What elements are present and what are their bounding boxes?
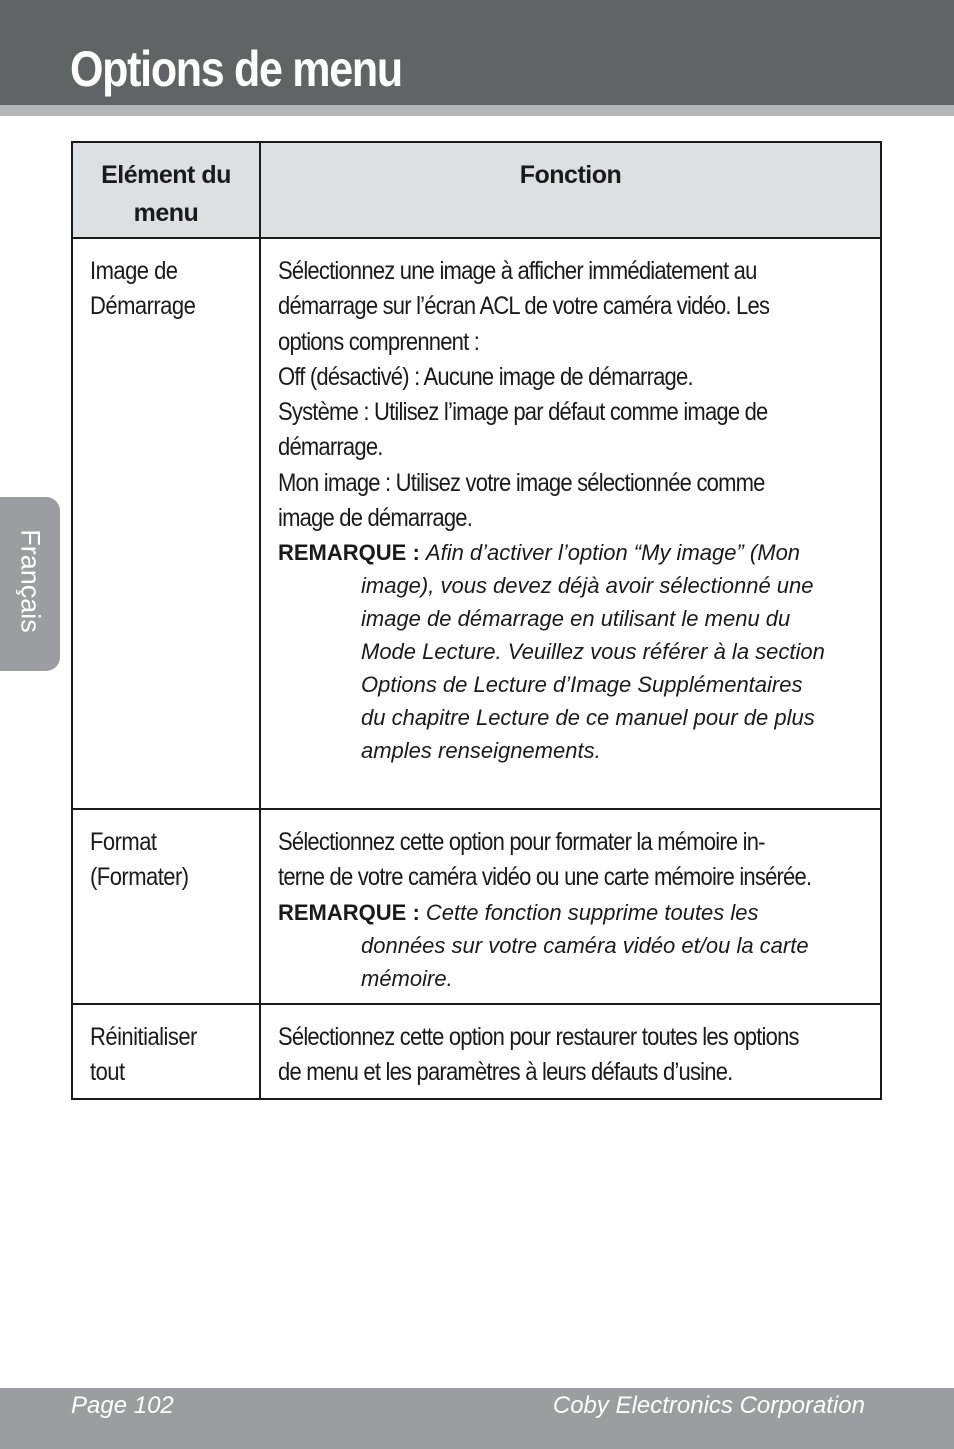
note-heading xyxy=(278,536,866,569)
function-cell xyxy=(260,1004,881,1099)
menu-item-text: tout xyxy=(90,1058,125,1086)
function-text: image de démarrage. xyxy=(278,504,473,533)
note-text: amples renseignements. xyxy=(361,738,601,764)
function-text: Mon image : Utilisez votre image sélectionnée comme xyxy=(278,468,765,497)
function-cell xyxy=(260,809,881,1004)
company-name: Coby Electronics Corporation xyxy=(552,1392,865,1419)
language-side-tab xyxy=(0,497,60,671)
note-label: REMARQUE : xyxy=(278,540,420,566)
menu-item-text: Démarrage xyxy=(90,292,196,320)
menu-item-cell xyxy=(72,809,260,1004)
function-text: Sélectionnez une image à afficher immédiatement au xyxy=(278,257,757,285)
note-text: Mode Lecture. Veuillez vous référer à la section xyxy=(361,639,825,665)
menu-options-table xyxy=(71,141,882,1100)
column-header-item xyxy=(72,142,260,238)
table-row xyxy=(72,1004,881,1099)
function-text: options comprennent : xyxy=(278,327,480,356)
note-text: du chapitre Lecture de ce manuel pour de plus xyxy=(361,705,815,731)
page-number: Page 102 xyxy=(71,1392,174,1419)
menu-item-cell xyxy=(72,1004,260,1099)
header-rule xyxy=(0,105,954,116)
function-text: de menu et les paramètres à leurs défauts d’usine. xyxy=(278,1058,733,1087)
note-label: REMARQUE : xyxy=(278,899,420,925)
note-heading xyxy=(278,896,866,929)
note-text: Options de Lecture d’Image Supplémentaires xyxy=(361,672,803,698)
note-text: image de démarrage en utilisant le menu du xyxy=(361,606,791,632)
page-title: Options de menu xyxy=(70,41,402,97)
note-text: Cette fonction supprime toutes les xyxy=(425,899,759,925)
menu-item-text: Image de xyxy=(90,257,178,285)
column-header-item-line2: menu xyxy=(133,199,199,227)
note-text: image), vous devez déjà avoir sélectionné une xyxy=(361,573,814,599)
menu-item-text: Réinitialiser xyxy=(90,1023,197,1051)
function-text: démarrage. xyxy=(278,433,383,462)
column-header-function: Fonction xyxy=(260,142,881,238)
menu-item-cell xyxy=(72,238,260,809)
function-text: démarrage sur l’écran ACL de votre caméra vidéo. Les xyxy=(278,292,770,321)
function-cell xyxy=(260,238,881,809)
note-text: mémoire. xyxy=(361,965,453,991)
column-header-item-line1: Elément du xyxy=(101,161,231,189)
function-text: Sélectionnez cette option pour formater la mémoire in- xyxy=(278,828,765,856)
function-text: Système : Utilisez l’image par défaut comme image de xyxy=(278,398,768,427)
note-text: données sur votre caméra vidéo et/ou la carte xyxy=(361,932,809,958)
menu-item-text: (Formater) xyxy=(90,863,189,891)
menu-item-text: Format xyxy=(90,828,157,856)
function-text: Off (désactivé) : Aucune image de démarrage. xyxy=(278,362,693,391)
function-text: terne de votre caméra vidéo ou une carte mémoire insérée. xyxy=(278,863,812,892)
note-text: Afin d’activer l’option “My image” (Mon xyxy=(425,540,801,566)
table-row xyxy=(72,238,881,809)
table-row xyxy=(72,809,881,1004)
function-text: Sélectionnez cette option pour restaurer toutes les options xyxy=(278,1023,799,1051)
table-header-row xyxy=(72,142,881,238)
language-tab-label: Français xyxy=(15,529,46,633)
